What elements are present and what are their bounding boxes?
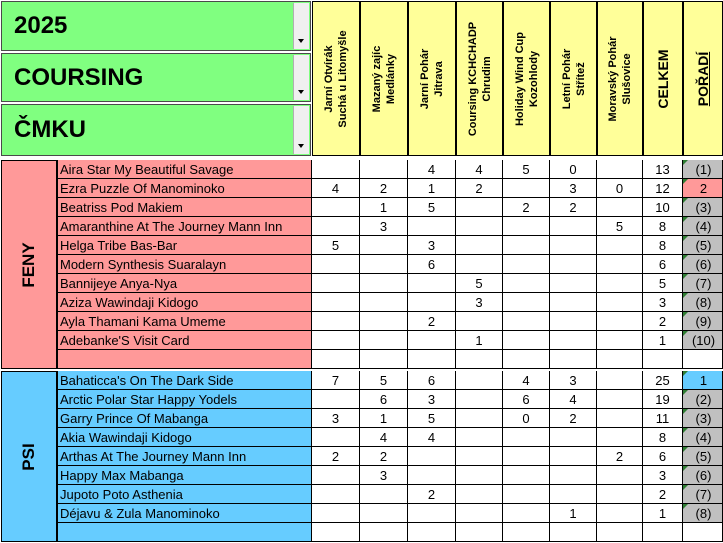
table-row: [57, 523, 723, 542]
column-header-label: Moravský Pohár Slušovice: [607, 36, 633, 121]
total-cell[interactable]: 2: [643, 312, 683, 331]
score-cell[interactable]: [456, 350, 503, 369]
score-cell[interactable]: 3: [456, 293, 503, 312]
score-cell[interactable]: [360, 504, 408, 523]
score-cell[interactable]: [408, 447, 456, 466]
score-cell[interactable]: [456, 390, 503, 409]
table-row: [57, 198, 723, 217]
comment-marker-icon: [683, 160, 688, 165]
total-cell[interactable]: 10: [643, 198, 683, 217]
score-cell[interactable]: [550, 236, 597, 255]
comment-marker-icon: [683, 255, 688, 260]
comment-marker-icon: [683, 312, 688, 317]
dog-name-cell[interactable]: Beatriss Pod Makiem: [57, 198, 312, 217]
rank-header-label: POŘADÍ: [695, 51, 711, 106]
score-cell[interactable]: [597, 255, 643, 274]
score-cell[interactable]: [597, 160, 643, 179]
score-cell[interactable]: 3: [312, 409, 360, 428]
organization-value: ČMKU: [14, 116, 86, 143]
dog-name-cell[interactable]: Jupoto Poto Asthenia: [57, 485, 312, 504]
dog-name-cell[interactable]: [57, 350, 312, 369]
dog-name-cell[interactable]: Adebanke'S Visit Card: [57, 331, 312, 350]
score-cell[interactable]: 5: [456, 274, 503, 293]
score-cell[interactable]: [456, 236, 503, 255]
score-cell[interactable]: 5: [408, 198, 456, 217]
rank-value: (2): [695, 391, 712, 407]
table-row: [57, 274, 723, 293]
rank-cell[interactable]: [683, 428, 723, 447]
score-cell[interactable]: 3: [408, 236, 456, 255]
rank-cell[interactable]: [683, 371, 723, 390]
dog-name-cell[interactable]: Aziza Wawindaji Kidogo: [57, 293, 312, 312]
column-header-label: Jarní Otvírák Suchá u Litomyšle: [323, 29, 349, 128]
dog-name-cell[interactable]: Arctic Polar Star Happy Yodels: [57, 390, 312, 409]
dog-name-cell[interactable]: Amaranthine At The Journey Mann Inn: [57, 217, 312, 236]
rank-cell[interactable]: [683, 198, 723, 217]
score-cell[interactable]: 5: [597, 217, 643, 236]
total-cell[interactable]: 8: [643, 217, 683, 236]
comment-marker-icon: [683, 390, 688, 395]
organization-selector[interactable]: [1, 104, 311, 156]
dog-name-cell[interactable]: Bannijeye Anya-Nya: [57, 274, 312, 293]
score-cell[interactable]: 3: [360, 466, 408, 485]
score-cell[interactable]: 2: [312, 447, 360, 466]
score-cell[interactable]: [312, 198, 360, 217]
column-header: [456, 1, 503, 156]
score-cell[interactable]: [597, 331, 643, 350]
comment-marker-icon: [683, 504, 688, 509]
score-cell[interactable]: [312, 390, 360, 409]
dog-name-cell[interactable]: Helga Tribe Bas-Bar: [57, 236, 312, 255]
score-cell[interactable]: 0: [503, 409, 550, 428]
total-cell[interactable]: 19: [643, 390, 683, 409]
score-cell[interactable]: [550, 274, 597, 293]
score-cell[interactable]: [550, 293, 597, 312]
column-header-label: Mazaný zajíc Medlánky: [371, 45, 397, 112]
score-cell[interactable]: 5: [312, 236, 360, 255]
score-cell[interactable]: [597, 293, 643, 312]
score-cell[interactable]: [360, 274, 408, 293]
rank-value: (9): [695, 313, 712, 329]
score-cell[interactable]: [456, 371, 503, 390]
score-cell[interactable]: [550, 255, 597, 274]
score-cell[interactable]: [597, 274, 643, 293]
score-cell[interactable]: [456, 504, 503, 523]
dog-name-cell[interactable]: Bahaticca's On The Dark Side: [57, 371, 312, 390]
total-cell[interactable]: 3: [643, 466, 683, 485]
rank-value: (6): [695, 467, 712, 483]
comment-marker-icon: [683, 179, 688, 184]
score-cell[interactable]: [312, 160, 360, 179]
score-cell[interactable]: [360, 236, 408, 255]
score-cell[interactable]: [550, 523, 597, 542]
rank-cell[interactable]: [683, 485, 723, 504]
score-cell[interactable]: [550, 466, 597, 485]
rank-value: (7): [695, 486, 712, 502]
score-cell[interactable]: 3: [408, 390, 456, 409]
score-cell[interactable]: [503, 255, 550, 274]
score-cell[interactable]: 3: [550, 371, 597, 390]
score-cell[interactable]: 6: [408, 371, 456, 390]
rank-cell[interactable]: [683, 409, 723, 428]
column-header: [312, 1, 360, 156]
rank-value: (8): [695, 505, 712, 521]
rank-cell[interactable]: [683, 179, 723, 198]
rank-value: 2: [699, 180, 708, 196]
comment-marker-icon: [683, 485, 688, 490]
dog-name-cell[interactable]: Modern Synthesis Suaralayn: [57, 255, 312, 274]
score-cell[interactable]: 2: [360, 179, 408, 198]
score-cell[interactable]: 7: [312, 371, 360, 390]
score-cell[interactable]: [597, 428, 643, 447]
comment-marker-icon: [683, 428, 688, 433]
score-cell[interactable]: [312, 274, 360, 293]
score-cell[interactable]: [597, 390, 643, 409]
dog-name-cell[interactable]: Ezra Puzzle Of Manominoko: [57, 179, 312, 198]
score-cell[interactable]: [456, 198, 503, 217]
score-cell[interactable]: 0: [597, 179, 643, 198]
score-cell[interactable]: [550, 485, 597, 504]
score-cell[interactable]: 4: [360, 428, 408, 447]
table-row: [57, 331, 723, 350]
total-header-label: CELKEM: [655, 48, 671, 109]
rank-cell[interactable]: [683, 447, 723, 466]
score-cell[interactable]: [503, 274, 550, 293]
score-cell[interactable]: [408, 523, 456, 542]
rank-value: (1): [695, 161, 712, 177]
score-cell[interactable]: [312, 523, 360, 542]
score-cell[interactable]: 4: [503, 371, 550, 390]
score-cell[interactable]: [312, 428, 360, 447]
column-header-label: Coursing KCHCHADP Chrudim: [466, 21, 493, 136]
total-cell[interactable]: 8: [643, 428, 683, 447]
column-header-label: Holiday Wind Cup Kozohlody: [513, 31, 540, 126]
score-cell[interactable]: [312, 504, 360, 523]
total-cell[interactable]: 6: [643, 255, 683, 274]
rank-cell[interactable]: [683, 350, 723, 369]
score-cell[interactable]: 1: [360, 198, 408, 217]
score-cell[interactable]: [597, 466, 643, 485]
table-row: [57, 466, 723, 485]
group-label: PSI: [19, 442, 38, 471]
table-row: [57, 217, 723, 236]
table-row: [57, 236, 723, 255]
score-cell[interactable]: 6: [360, 390, 408, 409]
column-header: [360, 1, 408, 156]
rank-value: (8): [695, 294, 712, 310]
column-header: [597, 1, 643, 156]
table-row: [57, 179, 723, 198]
table-row: [57, 409, 723, 428]
score-cell[interactable]: [360, 312, 408, 331]
score-cell[interactable]: [312, 466, 360, 485]
score-cell[interactable]: [503, 312, 550, 331]
total-cell[interactable]: 2: [643, 485, 683, 504]
rank-value: (3): [695, 199, 712, 215]
score-cell[interactable]: [597, 409, 643, 428]
score-cell[interactable]: [360, 255, 408, 274]
chevron-down-icon[interactable]: [293, 55, 309, 100]
score-cell[interactable]: [408, 350, 456, 369]
score-cell[interactable]: 2: [408, 485, 456, 504]
score-cell[interactable]: [503, 485, 550, 504]
score-cell[interactable]: [312, 293, 360, 312]
rank-value: (5): [695, 237, 712, 253]
column-header: [550, 1, 597, 156]
score-cell[interactable]: 2: [456, 179, 503, 198]
score-cell[interactable]: 2: [360, 447, 408, 466]
score-cell[interactable]: 3: [360, 217, 408, 236]
dog-name-cell[interactable]: Arthas At The Journey Mann Inn: [57, 447, 312, 466]
dog-name-cell[interactable]: Déjavu & Zula Manominoko: [57, 504, 312, 523]
score-cell[interactable]: 4: [408, 428, 456, 447]
score-cell[interactable]: 2: [550, 409, 597, 428]
score-cell[interactable]: [503, 179, 550, 198]
table-row: [57, 428, 723, 447]
score-cell[interactable]: [550, 350, 597, 369]
score-cell[interactable]: 2: [408, 312, 456, 331]
total-header: [643, 1, 683, 156]
table-row: [57, 485, 723, 504]
dog-name-cell[interactable]: Happy Max Mabanga: [57, 466, 312, 485]
dog-name-cell[interactable]: Garry Prince Of Mabanga: [57, 409, 312, 428]
score-cell[interactable]: [503, 428, 550, 447]
score-cell[interactable]: [360, 485, 408, 504]
discipline-selector[interactable]: [1, 53, 311, 102]
score-cell[interactable]: 4: [550, 390, 597, 409]
column-header: [503, 1, 550, 156]
score-cell[interactable]: 0: [550, 160, 597, 179]
table-row: [57, 390, 723, 409]
rank-cell[interactable]: [683, 236, 723, 255]
discipline-value: COURSING: [14, 63, 144, 91]
total-cell[interactable]: 12: [643, 179, 683, 198]
score-cell[interactable]: [456, 255, 503, 274]
score-cell[interactable]: [408, 293, 456, 312]
rank-value: (10): [691, 332, 716, 348]
rank-header: [683, 1, 723, 156]
dog-name-cell[interactable]: Ayla Thamani Kama Umeme: [57, 312, 312, 331]
rank-value: (7): [695, 275, 712, 291]
score-cell[interactable]: [456, 428, 503, 447]
dog-name-cell[interactable]: Aira Star My Beautiful Savage: [57, 160, 312, 179]
comment-marker-icon: [683, 466, 688, 471]
score-cell[interactable]: [360, 160, 408, 179]
score-cell[interactable]: [312, 331, 360, 350]
comment-marker-icon: [683, 331, 688, 336]
comment-marker-icon: [683, 293, 688, 298]
score-cell[interactable]: [550, 331, 597, 350]
column-header: [408, 1, 456, 156]
total-cell[interactable]: 6: [643, 447, 683, 466]
total-cell[interactable]: 8: [643, 236, 683, 255]
rank-cell[interactable]: [683, 312, 723, 331]
score-cell[interactable]: [456, 409, 503, 428]
chevron-down-icon[interactable]: [293, 3, 309, 49]
table-row: [57, 447, 723, 466]
score-cell[interactable]: 2: [503, 198, 550, 217]
total-cell[interactable]: 11: [643, 409, 683, 428]
rank-cell[interactable]: [683, 504, 723, 523]
rank-cell[interactable]: [683, 390, 723, 409]
table-row: [57, 293, 723, 312]
score-cell[interactable]: [456, 217, 503, 236]
score-cell[interactable]: [503, 466, 550, 485]
comment-marker-icon: [683, 371, 688, 376]
total-cell[interactable]: 1: [643, 331, 683, 350]
dog-name-cell[interactable]: [57, 523, 312, 542]
rank-cell[interactable]: [683, 523, 723, 542]
score-cell[interactable]: [503, 447, 550, 466]
score-cell[interactable]: 1: [550, 504, 597, 523]
score-cell[interactable]: [550, 217, 597, 236]
score-cell[interactable]: [456, 466, 503, 485]
score-cell[interactable]: 5: [360, 371, 408, 390]
rank-cell[interactable]: [683, 274, 723, 293]
score-cell[interactable]: 6: [503, 390, 550, 409]
rank-value: (3): [695, 410, 712, 426]
score-cell[interactable]: [360, 331, 408, 350]
chevron-down-icon[interactable]: [293, 106, 309, 154]
score-cell[interactable]: 4: [408, 160, 456, 179]
rank-value: 1: [699, 372, 708, 388]
score-cell[interactable]: [597, 371, 643, 390]
score-cell[interactable]: [503, 331, 550, 350]
table-row: [57, 504, 723, 523]
total-cell[interactable]: 13: [643, 160, 683, 179]
score-cell[interactable]: [503, 504, 550, 523]
rank-cell[interactable]: [683, 217, 723, 236]
comment-marker-icon: [683, 409, 688, 414]
rank-value: (4): [695, 218, 712, 234]
score-cell[interactable]: [312, 350, 360, 369]
score-cell[interactable]: 1: [408, 179, 456, 198]
rank-value: (4): [695, 429, 712, 445]
score-cell[interactable]: [408, 217, 456, 236]
comment-marker-icon: [683, 447, 688, 452]
group-label-cell: [1, 160, 57, 369]
table-row: [57, 160, 723, 179]
score-cell[interactable]: [408, 504, 456, 523]
score-cell[interactable]: 1: [456, 331, 503, 350]
score-cell[interactable]: [312, 312, 360, 331]
score-cell[interactable]: [503, 217, 550, 236]
year-value: 2025: [14, 12, 68, 39]
score-cell[interactable]: [360, 523, 408, 542]
score-cell[interactable]: 2: [597, 447, 643, 466]
score-cell[interactable]: [312, 255, 360, 274]
score-cell[interactable]: [312, 217, 360, 236]
score-cell[interactable]: [456, 447, 503, 466]
score-cell[interactable]: [456, 485, 503, 504]
rank-cell[interactable]: [683, 160, 723, 179]
rank-value: (5): [695, 448, 712, 464]
score-cell[interactable]: [597, 523, 643, 542]
score-cell[interactable]: [597, 485, 643, 504]
score-cell[interactable]: [456, 312, 503, 331]
rank-cell[interactable]: [683, 293, 723, 312]
group-label-cell: [1, 371, 57, 542]
rank-value: (6): [695, 256, 712, 272]
score-cell[interactable]: 4: [312, 179, 360, 198]
score-cell[interactable]: [550, 447, 597, 466]
score-cell[interactable]: [456, 523, 503, 542]
score-cell[interactable]: [597, 198, 643, 217]
score-cell[interactable]: 5: [408, 409, 456, 428]
score-cell[interactable]: [408, 274, 456, 293]
score-cell[interactable]: [408, 466, 456, 485]
score-cell[interactable]: 5: [503, 160, 550, 179]
dog-name-cell[interactable]: Akia Wawindaji Kidogo: [57, 428, 312, 447]
score-cell[interactable]: 2: [550, 198, 597, 217]
rank-cell[interactable]: [683, 331, 723, 350]
total-cell[interactable]: [643, 350, 683, 369]
total-cell[interactable]: 3: [643, 293, 683, 312]
table-row: [57, 371, 723, 390]
total-cell[interactable]: 1: [643, 504, 683, 523]
total-cell[interactable]: 5: [643, 274, 683, 293]
comment-marker-icon: [683, 198, 688, 203]
group-label: FENY: [19, 241, 38, 288]
score-cell[interactable]: [503, 350, 550, 369]
score-cell[interactable]: [597, 350, 643, 369]
score-cell[interactable]: 1: [360, 409, 408, 428]
score-cell[interactable]: [503, 293, 550, 312]
score-cell[interactable]: [312, 485, 360, 504]
score-cell[interactable]: [360, 350, 408, 369]
year-selector[interactable]: [1, 1, 311, 51]
score-cell[interactable]: 6: [408, 255, 456, 274]
score-cell[interactable]: 3: [550, 179, 597, 198]
table-row: [57, 255, 723, 274]
score-cell[interactable]: [503, 523, 550, 542]
rank-cell[interactable]: [683, 466, 723, 485]
score-cell[interactable]: [597, 312, 643, 331]
comment-marker-icon: [683, 236, 688, 241]
column-header-label: Letní Pohár Střítež: [560, 48, 587, 109]
table-row: [57, 350, 723, 369]
rank-cell[interactable]: [683, 255, 723, 274]
total-cell[interactable]: 25: [643, 371, 683, 390]
score-cell[interactable]: [550, 428, 597, 447]
score-cell[interactable]: [503, 236, 550, 255]
score-cell[interactable]: [597, 236, 643, 255]
comment-marker-icon: [683, 217, 688, 222]
score-cell[interactable]: [408, 331, 456, 350]
score-cell[interactable]: [597, 504, 643, 523]
table-row: [57, 312, 723, 331]
column-header-label: Jarní Pohár Jitrava: [419, 48, 445, 109]
total-cell[interactable]: [643, 523, 683, 542]
comment-marker-icon: [683, 274, 688, 279]
score-cell[interactable]: [360, 293, 408, 312]
score-cell[interactable]: [550, 312, 597, 331]
score-cell[interactable]: 4: [456, 160, 503, 179]
